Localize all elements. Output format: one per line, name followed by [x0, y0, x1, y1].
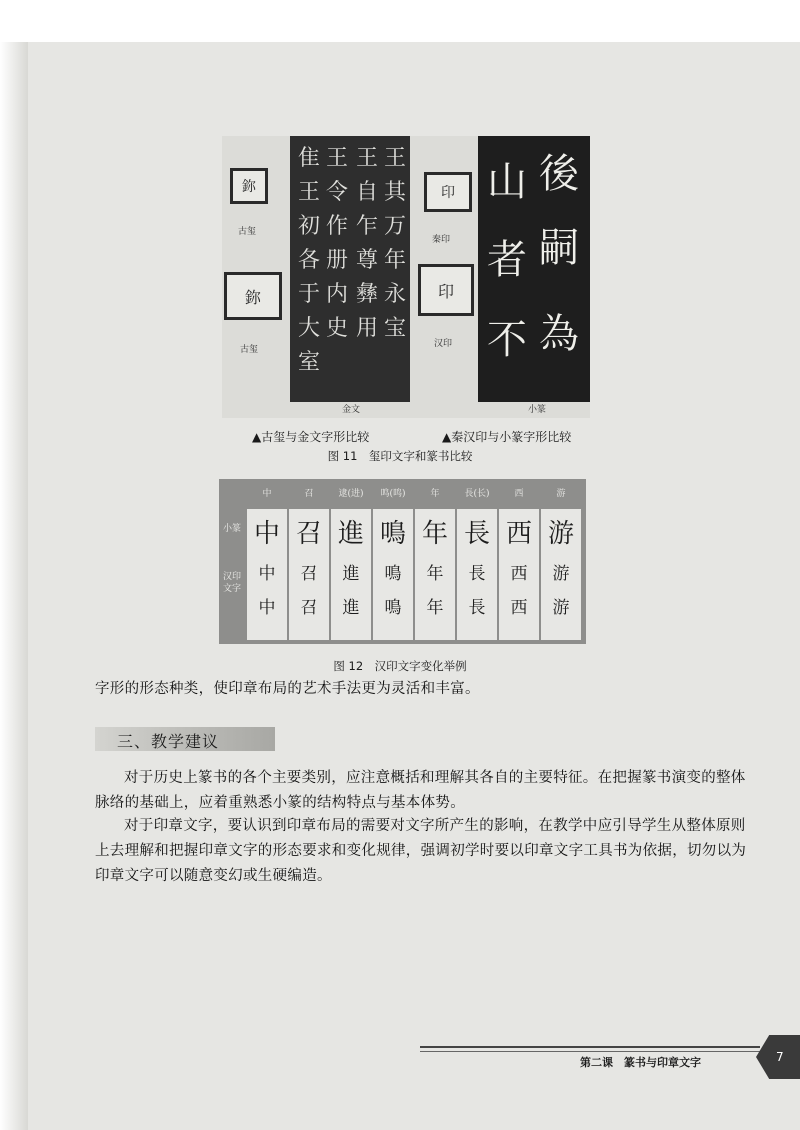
caption-guxi-2: 古玺: [240, 345, 259, 355]
caption-qinyin: 秦印: [432, 235, 451, 245]
page-number: 7: [776, 1050, 784, 1064]
caption-xiaozhuan: 小篆: [528, 405, 547, 415]
figure-12-caption: 图 12 汉印文字变化举例: [333, 659, 467, 673]
section-title: 三、教学建议: [117, 732, 220, 751]
column-header: 中: [262, 489, 272, 499]
glyph-column: 鳴 鳴 鳴: [373, 509, 413, 640]
column-header: 游: [556, 489, 566, 499]
glyph-column: 長 長 長: [457, 509, 497, 640]
row-label-xiaozhuan: 小篆: [223, 524, 242, 534]
row-label-hanyin: 汉印文字: [223, 572, 242, 594]
figure-11-subcaption-right: ▲秦汉印与小篆字形比较: [442, 430, 572, 444]
guxi-seal-1: 鉨: [230, 168, 268, 204]
column-header: 逮(进): [338, 489, 364, 499]
figure-11-caption: 图 11 玺印文字和篆书比较: [327, 449, 473, 463]
guxi-seal-2: 鉨: [224, 272, 282, 320]
glyph-column: 年 年 年: [415, 509, 455, 640]
glyph-column: 游 游 游: [541, 509, 581, 640]
figure-11-subcaption-left: ▲古玺与金文字形比较: [252, 430, 370, 444]
carryover-paragraph: 字形的形态种类，使印章布局的艺术手法更为灵活和丰富。: [95, 681, 480, 697]
section-heading-bar: [95, 727, 275, 751]
jinwen-rubbing: 隹 王 初 各 于 大 室 王 令 作 册 内 史 王 自 乍 尊 彝 用 王 其 万 年 永 宝: [290, 136, 410, 402]
glyph-column: 進 進 進: [331, 509, 371, 640]
figure-11-image: [222, 136, 590, 418]
column-header: 鸣(鸣): [380, 489, 406, 499]
caption-guxi-1: 古玺: [238, 227, 257, 237]
paragraph-2: 对于印章文字，要认识到印章布局的需要对文字所产生的影响，在教学中应引导学生从整体原则上去理解和把握印章文字的形态要求和变化规律，强调初学时要以印章文字工具书为依据，切勿以为印章文字可以随意变幻或生硬编造。: [95, 818, 747, 884]
glyph-column: 中 中 中: [247, 509, 287, 640]
xiaozhuan-block: 後 山 嗣 者 為 不: [478, 136, 590, 402]
footer-rule-thin: [420, 1051, 760, 1052]
glyph-column: 西 西 西: [499, 509, 539, 640]
footer-rule: [420, 1046, 760, 1048]
paragraph-1: 对于历史上篆书的各个主要类别，应注意概括和理解其各自的主要特征。在把握篆书演变的整体脉络的基础上，应着重熟悉小篆的结构特点与基本体势。: [95, 770, 746, 811]
caption-hanyin: 汉印: [434, 339, 453, 349]
caption-jinwen: 金文: [342, 405, 361, 415]
column-header: 年: [430, 489, 440, 499]
page-edge-shadow: [0, 42, 28, 1130]
han-seal: 印: [418, 264, 474, 316]
figure-12-table: [219, 479, 586, 644]
qin-seal: 印: [424, 172, 472, 212]
column-header: 長(长): [464, 489, 490, 499]
column-header: 召: [304, 489, 314, 499]
column-header: 西: [514, 489, 524, 499]
running-title: 第二课 篆书与印章文字: [580, 1056, 701, 1069]
glyph-column: 召 召 召: [289, 509, 329, 640]
